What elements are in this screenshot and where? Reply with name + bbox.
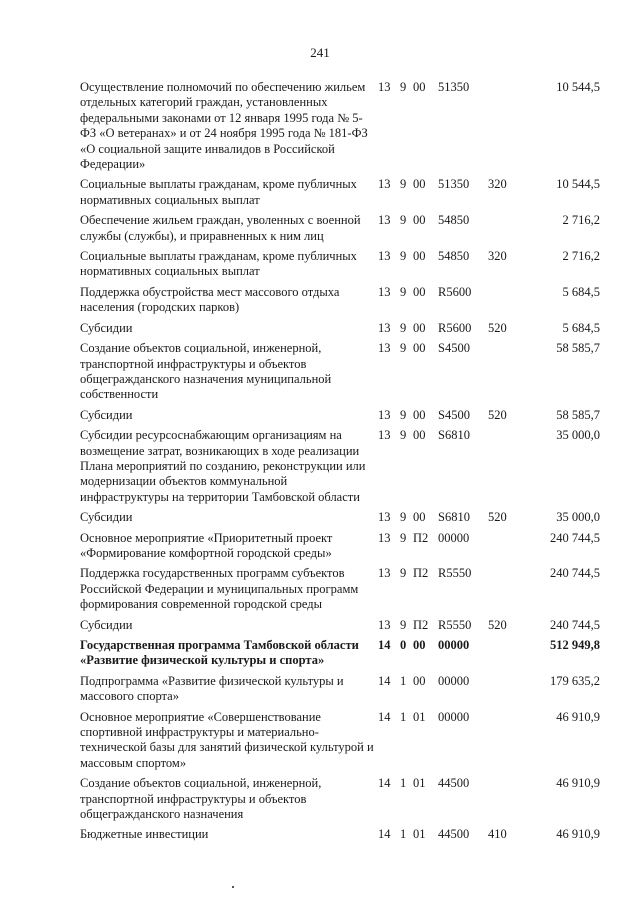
program-code: 14 [378, 709, 391, 724]
measure-code: 01 [413, 776, 426, 791]
item-name: Основное мероприятие «Приоритетный проект «Формирование комфортной городской среды» [80, 530, 333, 560]
direction-code: R5550 [438, 617, 472, 632]
amount: 2 716,2 [562, 249, 600, 264]
amount: 240 744,5 [550, 617, 600, 632]
table-row [80, 177, 600, 213]
budget-table [80, 80, 600, 848]
expense-type-code: 520 [488, 510, 507, 525]
direction-code: 54850 [438, 249, 470, 264]
item-name: Создание объектов социальной, инженерной, транспортной инфраструктуры и объектов общегражданского назначения муниципальной собственности [80, 341, 332, 402]
table-row [80, 674, 600, 710]
program-code: 13 [378, 177, 391, 192]
amount: 46 910,9 [556, 709, 600, 724]
amount: 46 910,9 [556, 776, 600, 791]
subprogram-code: 9 [400, 213, 407, 228]
program-code: 13 [378, 566, 391, 581]
program-code: 13 [378, 213, 391, 228]
direction-code: 44500 [438, 827, 470, 842]
program-code: 13 [378, 320, 391, 335]
subprogram-code: 1 [400, 827, 407, 842]
budget-table-body [80, 80, 600, 848]
item-name: Субсидии [80, 617, 133, 632]
measure-code: 00 [413, 320, 426, 335]
table-row [80, 531, 600, 567]
amount: 5 684,5 [562, 284, 600, 299]
item-name: Основное мероприятие «Совершенствование спортивной инфраструктуры и материально-технической базы для занятий физической культурой и массовым спортом» [80, 709, 374, 770]
item-name: Подпрограмма «Развитие физической культуры и массового спорта» [80, 673, 344, 704]
expense-type-code [488, 710, 528, 777]
scan-speck [232, 886, 234, 888]
amount: 2 716,2 [562, 213, 600, 228]
amount: 512 949,8 [550, 638, 600, 652]
item-name: Поддержка обустройства мест массового отдыха населения (городских парков) [80, 284, 340, 315]
measure-code: 01 [413, 827, 426, 842]
expense-type-code: 320 [488, 177, 507, 192]
subprogram-code: 9 [400, 617, 407, 632]
table-row [80, 321, 600, 341]
direction-code: R5600 [438, 320, 472, 335]
direction-code: 44500 [438, 776, 470, 791]
program-code: 14 [378, 776, 391, 791]
expense-type-code [488, 638, 528, 674]
measure-code: 00 [413, 673, 426, 688]
amount: 240 744,5 [550, 566, 600, 581]
direction-code: 00000 [438, 530, 470, 545]
expense-type-code [488, 341, 528, 408]
program-code: 13 [378, 284, 391, 299]
item-name: Субсидии [80, 510, 133, 525]
subprogram-code: 9 [400, 341, 407, 356]
subprogram-code: 1 [400, 709, 407, 724]
item-name: Социальные выплаты гражданам, кроме публичных нормативных социальных выплат [80, 177, 357, 207]
direction-code: 51350 [438, 177, 470, 192]
subprogram-code: 0 [400, 638, 407, 652]
table-row [80, 618, 600, 638]
table-row [80, 408, 600, 428]
program-code: 13 [378, 80, 391, 94]
expense-type-code: 320 [488, 249, 507, 264]
program-code: 13 [378, 617, 391, 632]
measure-code: П2 [413, 566, 429, 581]
subprogram-code: 9 [400, 320, 407, 335]
page-number: 241 [310, 45, 330, 60]
amount: 35 000,0 [556, 428, 600, 443]
subprogram-code: 9 [400, 510, 407, 525]
direction-code: S6810 [438, 428, 470, 443]
subprogram-code: 9 [400, 530, 407, 545]
subprogram-code: 9 [400, 428, 407, 443]
expense-type-code: 520 [488, 320, 507, 335]
direction-code: S4500 [438, 407, 470, 422]
measure-code: П2 [413, 530, 429, 545]
direction-code: R5550 [438, 566, 472, 581]
item-name: Государственная программа Тамбовской области «Развитие физической культуры и спорта» [80, 638, 359, 668]
expense-type-code [488, 674, 528, 710]
table-row [80, 80, 600, 177]
program-code: 13 [378, 341, 391, 356]
item-name: Осуществление полномочий по обеспечению жильем отдельных категорий граждан, установленных федеральными законами от 12 января 1995 года № 5-ФЗ «О ветеранах» и от 24 ноября 1995 года № 181-ФЗ «О социальной защите инвалидов в Российской Федерации» [80, 80, 368, 172]
amount: 5 684,5 [562, 320, 600, 335]
direction-code: 00000 [438, 673, 470, 688]
item-name: Поддержка государственных программ субъектов Российской Федерации и муниципальных программ формирования современной городской среды [80, 566, 359, 612]
item-name: Обеспечение жильем граждан, уволенных с военной службы (службы), и приравненных к ним лиц [80, 213, 361, 243]
item-name: Субсидии [80, 407, 133, 422]
measure-code: 00 [413, 428, 426, 443]
amount: 46 910,9 [556, 827, 600, 842]
measure-code: 01 [413, 709, 426, 724]
subprogram-code: 1 [400, 776, 407, 791]
table-row [80, 566, 600, 617]
amount: 58 585,7 [556, 407, 600, 422]
expense-type-code: 410 [488, 827, 507, 842]
subprogram-code: 9 [400, 407, 407, 422]
subprogram-code: 9 [400, 249, 407, 264]
item-name: Субсидии [80, 320, 133, 335]
program-code: 13 [378, 530, 391, 545]
table-row [80, 776, 600, 827]
subprogram-code: 9 [400, 177, 407, 192]
table-row [80, 510, 600, 530]
measure-code: 00 [413, 638, 426, 652]
subprogram-code: 9 [400, 566, 407, 581]
measure-code: 00 [413, 177, 426, 192]
expense-type-code [488, 428, 528, 510]
amount: 10 544,5 [556, 177, 600, 192]
table-row [80, 710, 600, 777]
table-row [80, 249, 600, 285]
direction-code: S4500 [438, 341, 470, 356]
subprogram-code: 1 [400, 673, 407, 688]
amount: 10 544,5 [556, 80, 600, 94]
program-code: 13 [378, 428, 391, 443]
measure-code: 00 [413, 80, 426, 94]
table-row [80, 428, 600, 510]
table-row [80, 213, 600, 249]
amount: 179 635,2 [550, 673, 600, 688]
measure-code: 00 [413, 407, 426, 422]
table-row [80, 285, 600, 321]
item-name: Создание объектов социальной, инженерной, транспортной инфраструктуры и объектов общегражданского назначения [80, 776, 322, 822]
subprogram-code: 9 [400, 80, 407, 94]
direction-code: S6810 [438, 510, 470, 525]
measure-code: П2 [413, 617, 429, 632]
program-code: 13 [378, 407, 391, 422]
expense-type-code [488, 213, 528, 249]
table-row [80, 341, 600, 408]
direction-code: 00000 [438, 638, 470, 652]
program-code: 14 [378, 827, 391, 842]
item-name: Бюджетные инвестиции [80, 827, 209, 842]
amount: 35 000,0 [556, 510, 600, 525]
amount: 240 744,5 [550, 530, 600, 545]
expense-type-code [488, 566, 528, 617]
measure-code: 00 [413, 284, 426, 299]
subprogram-code: 9 [400, 284, 407, 299]
direction-code: 54850 [438, 213, 470, 228]
measure-code: 00 [413, 510, 426, 525]
measure-code: 00 [413, 341, 426, 356]
program-code: 14 [378, 638, 391, 652]
expense-type-code [488, 776, 528, 827]
direction-code: 00000 [438, 709, 470, 724]
program-code: 14 [378, 673, 391, 688]
direction-code: R5600 [438, 284, 472, 299]
amount: 58 585,7 [556, 341, 600, 356]
item-name: Социальные выплаты гражданам, кроме публичных нормативных социальных выплат [80, 249, 357, 279]
expense-type-code: 520 [488, 617, 507, 632]
expense-type-code [488, 285, 528, 321]
program-code: 13 [378, 510, 391, 525]
expense-type-code [488, 531, 528, 567]
direction-code: 51350 [438, 80, 470, 94]
expense-type-code [488, 80, 528, 177]
expense-type-code: 520 [488, 407, 507, 422]
measure-code: 00 [413, 249, 426, 264]
item-name: Субсидии ресурсоснабжающим организациям на возмещение затрат, возникающих в ходе реализации Плана мероприятий по созданию, реконструкции или модернизации объектов коммунальной инфраструктуры на территории Тамбовской области [80, 428, 366, 504]
measure-code: 00 [413, 213, 426, 228]
program-code: 13 [378, 249, 391, 264]
table-row [80, 638, 600, 674]
table-row [80, 827, 600, 847]
